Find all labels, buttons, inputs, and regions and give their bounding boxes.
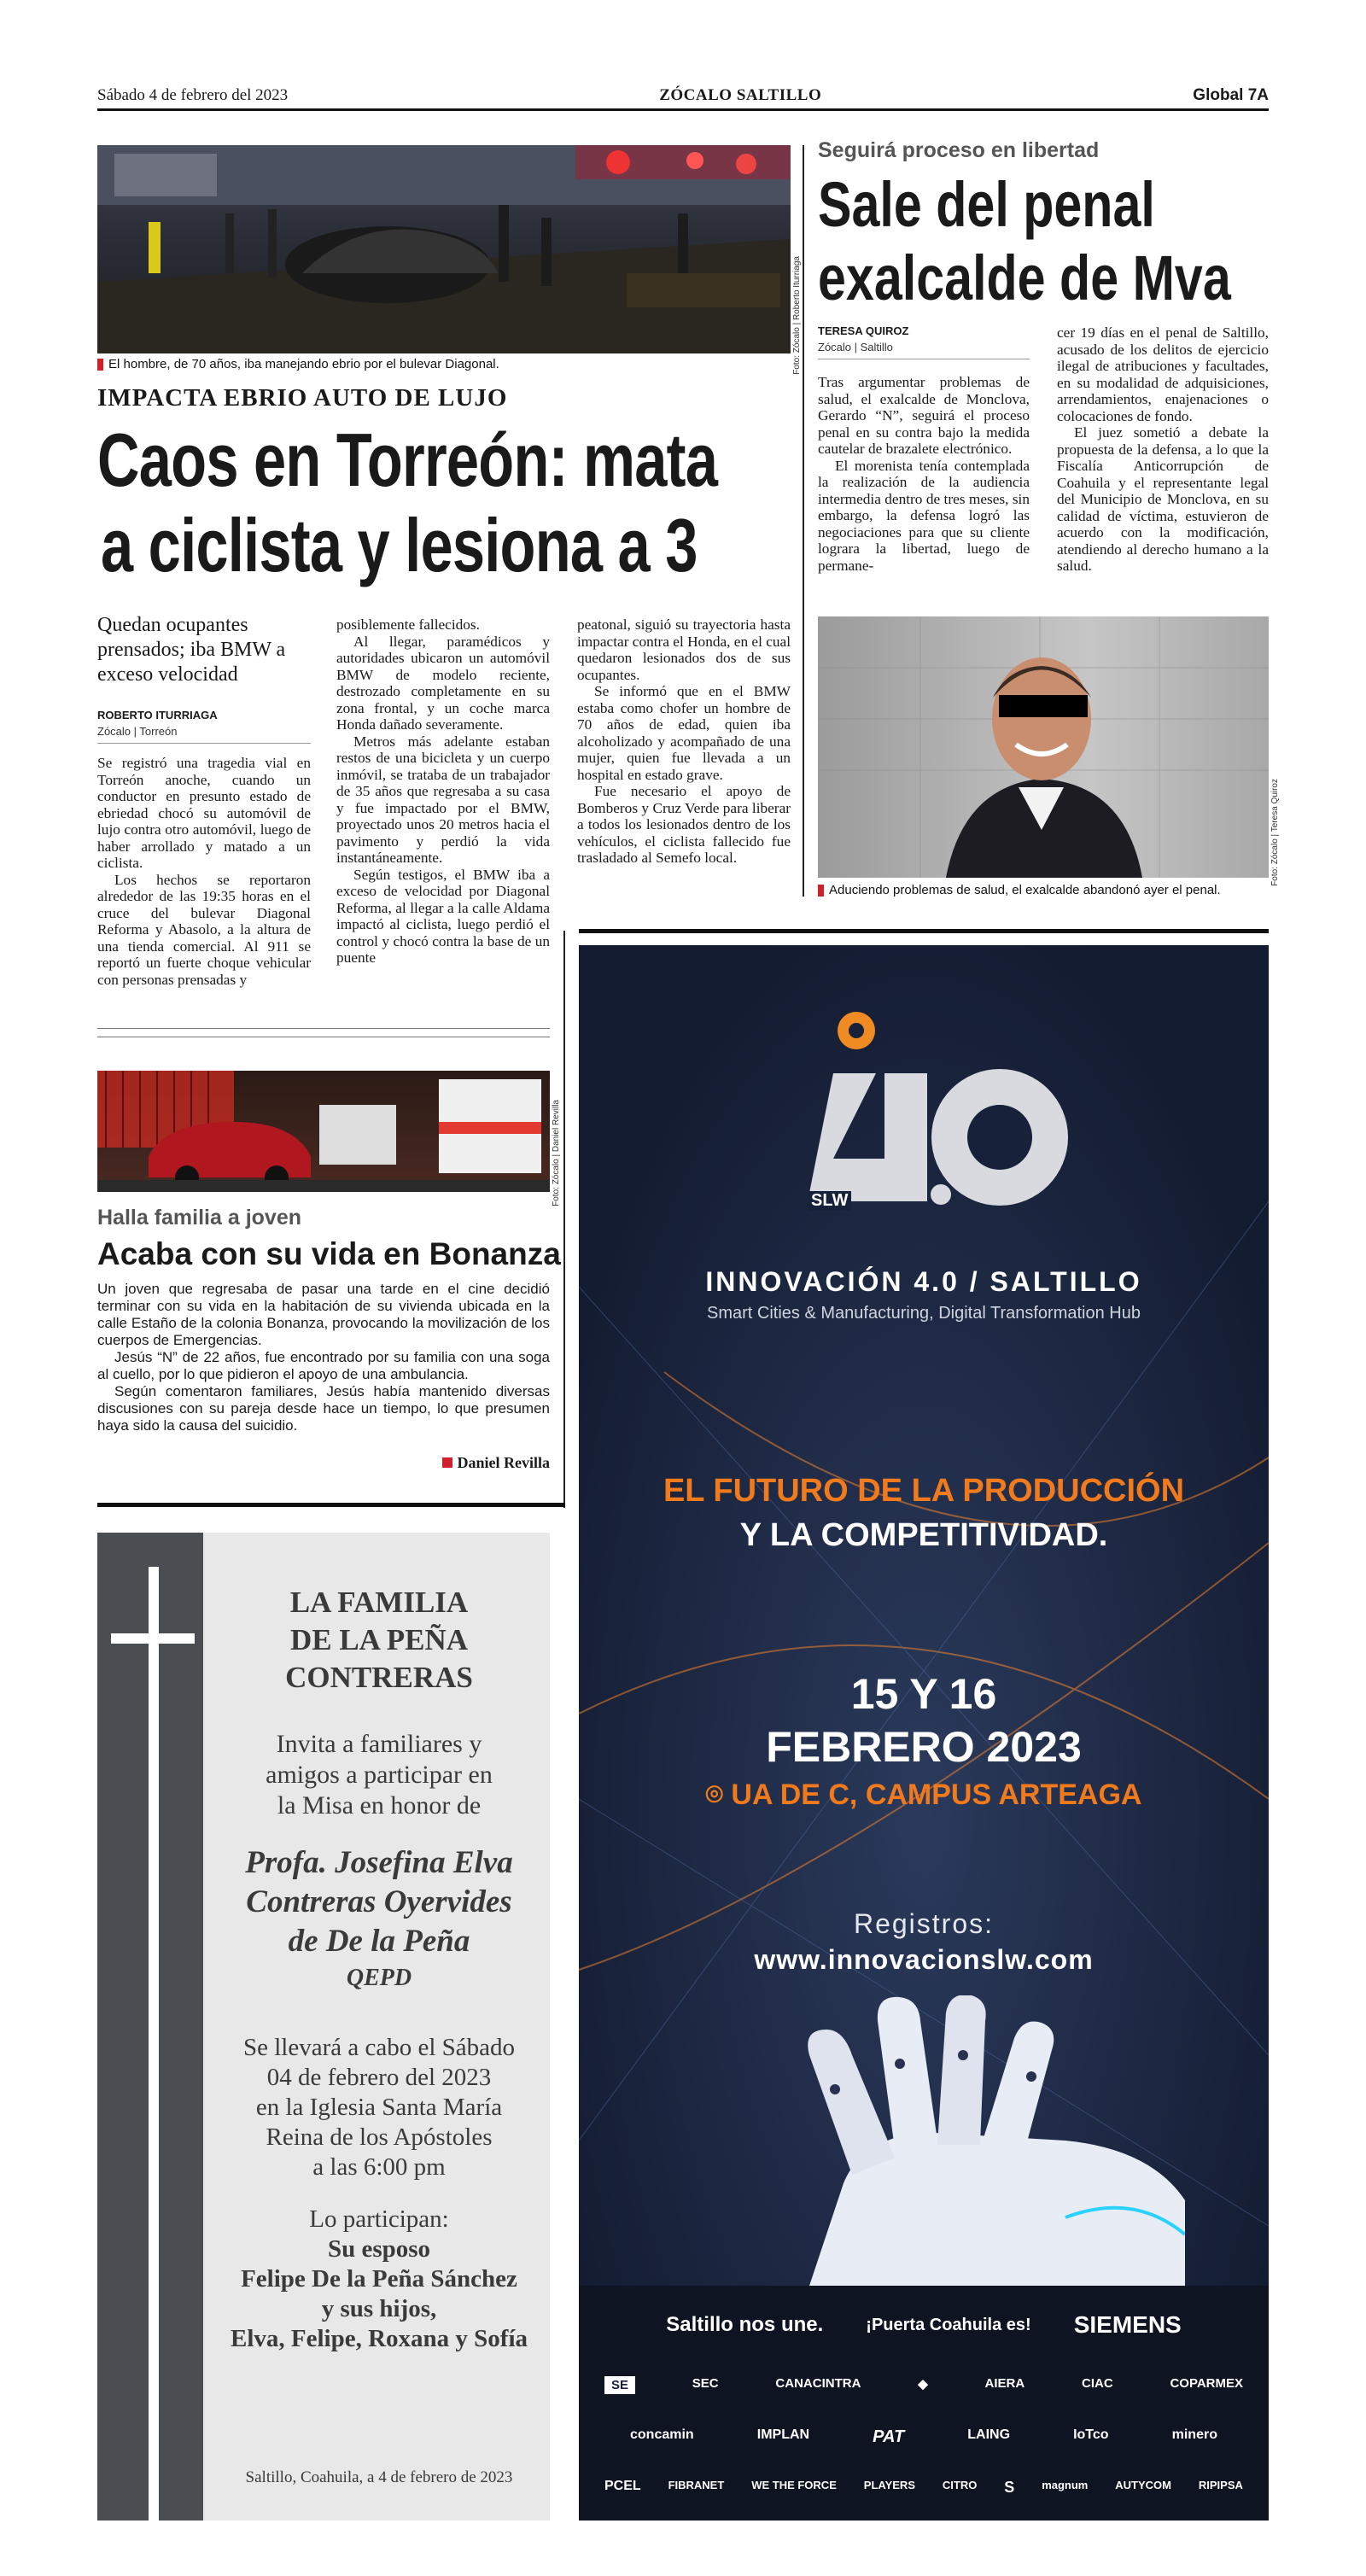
obit-invite-2: amigos a participar en	[266, 1761, 493, 1789]
torreon-col3-p2: Se informó que en el BMW estaba como chofer un hombre de 70 años de edad, quien iba alcoholizado y acompañado de una mujer, quien fue llevada a un hospital en estado grave.	[577, 683, 791, 783]
sponsor-row-top	[579, 2311, 1269, 2339]
obit-name-3: de De la Peña	[288, 1924, 470, 1959]
ad-dates-2: FEBRERO 2023	[766, 1723, 1082, 1771]
torreon-author: ROBERTO ITURRIAGA	[97, 709, 218, 721]
column-divider	[563, 931, 565, 1508]
robot-hand-graphic	[707, 1995, 1185, 2286]
sponsor-pcel: PCEL	[604, 2479, 641, 2493]
monclova-col2-p2: El juez sometió a debate la propuesta de la defensa, a lo que la Fiscalía Anticorrupción de Coahuila y el representante legal del Municipio de Monclova, en su calidad de víctima, estuvieron de acuerdo con la modificación, atendiendo al derecho humano a la salud.	[1057, 424, 1269, 574]
monclova-col1-p2: El morenista tenía contemplada la realización de la audiencia intermedia dentro de tres meses, sin embargo, la defensa logró las negociaciones para que su cliente lograra la libertad, luego de permane-	[818, 457, 1030, 574]
obit-event-4: Reina de los Apóstoles	[266, 2123, 493, 2151]
sponsor-laing: LAING	[967, 2427, 1011, 2442]
torreon-photo-caption	[97, 357, 791, 371]
sponsor-minero: minero	[1171, 2427, 1217, 2442]
torreon-byline	[97, 709, 311, 744]
header-paper-name: ZÓCALO SALTILLO	[659, 86, 822, 104]
obit-invite-1: Invita a familiares y	[276, 1730, 482, 1758]
torreon-headline-line-2: a ciclista y lesiona a 3	[101, 503, 698, 587]
cross-icon-bar	[111, 1633, 195, 1644]
sponsor-fibranet: FIBRANET	[668, 2479, 725, 2491]
obit-invite-3: la Misa en honor de	[277, 1791, 482, 1820]
torreon-col3-p3: Fue necesario el apoyo de Bomberos y Cruz Verde para liberar a todos los lesionados dentro de los vehículos, el ciclista fallecido fue trasladado al Semefo local.	[577, 783, 791, 866]
sponsor-autycom: AUTYCOM	[1115, 2479, 1171, 2491]
torreon-col2-p4: Según testigos, el BMW iba a exceso de velocidad por Diagonal Reforma, al llegar a la calle Aldama impactó al ciclista, luego perdió el control y chocó contra la base de un puente	[336, 866, 550, 966]
ad-tagline-1: EL FUTURO DE LA PRODUCCIÓN	[663, 1473, 1185, 1509]
torreon-col1-p2: Los hechos se reportaron alrededor de las 19:35 horas en el cruce del bulevar Diagonal Reforma y Abasolo, a la altura de una tienda comercial. Al 911 se reportó un fuerte choque vehicular con personas prensadas y	[97, 871, 311, 988]
sponsor-se: SE	[604, 2376, 635, 2394]
bonanza-photo	[97, 1071, 550, 1192]
ad-tagline-2: Y LA COMPETITIVIDAD.	[739, 1517, 1108, 1553]
bonanza-author: Daniel Revilla	[457, 1454, 550, 1471]
signature-marker	[442, 1457, 452, 1468]
torreon-headline-line-1: Caos en Torreón: mata	[97, 418, 718, 502]
torreon-photo-credit: Foto: Zócalo | Roberto Iturriaga	[792, 256, 802, 375]
sponsor-aiera: AIERA	[984, 2376, 1025, 2391]
monclova-photo-credit: Foto: Zócalo | Teresa Quiroz	[1270, 779, 1280, 886]
sponsor-concamin: concamin	[630, 2427, 694, 2442]
sponsor-row-1	[604, 2376, 1243, 2394]
bonanza-kicker: Halla familia a joven	[97, 1206, 301, 1230]
sponsor-iotco: IoTco	[1073, 2427, 1109, 2442]
torreon-place: Zócalo | Torreón	[97, 725, 178, 738]
caption-marker	[97, 359, 103, 371]
obit-family-2: DE LA PEÑA	[289, 1623, 469, 1656]
torreon-col2-p3: Metros más adelante estaban restos de una bicicleta y un cuerpo inmóvil, se trataba de un trabajador de 35 años que regresaba a su casa y fue impactado por el BMW, proyectado unos 20 metros hacia el pavimento y perdió la vida instantáneamente.	[336, 733, 550, 866]
obit-family-1: LA FAMILIA	[289, 1586, 469, 1619]
monclova-column-1	[818, 374, 1030, 574]
logo-slw: SLW	[808, 1191, 851, 1211]
torreon-col2-p1: posiblemente fallecidos.	[336, 616, 480, 633]
torreon-column-3	[577, 616, 791, 867]
obit-part-2: Su esposo	[327, 2235, 431, 2263]
logo-text-big	[579, 945, 580, 946]
sponsor-coahuila: ¡Puerta Coahuila es!	[866, 2315, 1031, 2334]
obit-qepd: QEPD	[346, 1965, 412, 1991]
ad-subtitle: Smart Cities & Manufacturing, Digital Transformation Hub	[707, 1304, 1141, 1323]
torreon-kicker: IMPACTA EBRIO AUTO DE LUJO	[97, 384, 508, 412]
monclova-col2-p1: cer 19 días en el penal de Saltillo, acusado de los delitos de ejercicio ilegal de atribuciones y facultades, en su modalidad de adquisiciones, arrendamientos, enajenaciones o colocaciones de fondo.	[1057, 324, 1269, 424]
ad-registration-label: Registros:	[853, 1908, 995, 1939]
section-rule	[97, 1028, 550, 1029]
sponsor-pat: PAT	[873, 2427, 905, 2446]
ad-venue	[579, 1779, 1269, 1812]
monclova-byline	[818, 324, 1030, 359]
obit-event-3: en la Iglesia Santa María	[255, 2094, 503, 2121]
monclova-column-2	[1057, 324, 1269, 575]
bonanza-headline: Acaba con su vida en Bonanza	[97, 1236, 561, 1271]
obit-name-2: Contreras Oyervides	[246, 1884, 512, 1919]
sponsor-sec: SEC	[692, 2376, 719, 2391]
sponsor-implan: IMPLAN	[756, 2427, 810, 2442]
bonanza-p3: Según comentaron familiares, Jesús había mantenido diversas discusiones con su pareja desde hace un tiempo, lo que presumen haya sido la causa del suicidio.	[97, 1383, 550, 1434]
obit-event-1: Se llevará a cabo el Sábado	[242, 2034, 516, 2061]
caption-marker	[818, 885, 824, 897]
sponsor-players: PLAYERS	[863, 2479, 915, 2491]
sponsor-siemens: SIEMENS	[1073, 2311, 1182, 2338]
monclova-kicker: Seguirá proceso en libertad	[818, 138, 1100, 162]
torreon-col1-p1: Se registró una tragedia vial en Torreón anoche, cuando un conductor en presunto estado de ebriedad chocó su automóvil de lujo contra otro automóvil, luego de haber arrollado y matado a un ciclista.	[97, 755, 311, 871]
obit-signoff: Saltillo, Coahuila, a 4 de febrero de 2023	[245, 2468, 513, 2486]
sponsor-wetheforce: WE THE FORCE	[751, 2479, 837, 2491]
ad-dates-1: 15 Y 16	[850, 1670, 997, 1718]
monclova-photo-caption	[818, 883, 1269, 897]
sponsor-s: S	[1004, 2479, 1015, 2496]
obit-part-3: Felipe De la Peña Sánchez	[241, 2265, 517, 2293]
obituary-text	[208, 1584, 550, 2354]
column-divider	[803, 145, 804, 897]
cross-icon	[149, 1567, 159, 2521]
obit-part-5: Elva, Felipe, Roxana y Sofía	[230, 2325, 528, 2352]
monclova-col1-p1: Tras argumentar problemas de salud, el exalcalde de Monclova, Gerardo “N”, seguirá el proceso penal en su contra bajo la medida cautelar de brazalete electrónico.	[818, 374, 1030, 457]
header-section: Global 7A	[1193, 86, 1269, 104]
ad-venue-text: UA DE C, CAMPUS ARTEAGA	[731, 1779, 1142, 1811]
monclova-place: Zócalo | Saltillo	[818, 341, 893, 353]
location-pin-icon: ⌾	[705, 1779, 732, 1811]
sponsor-coparmex: COPARMEX	[1170, 2376, 1243, 2391]
innovation-ad	[579, 945, 1269, 2521]
bonanza-body	[97, 1281, 550, 1434]
sponsor-ripipsa: RIPIPSA	[1198, 2479, 1243, 2491]
sponsor-canacintra: CANACINTRA	[775, 2376, 861, 2391]
section-rule	[97, 1503, 565, 1507]
caption-text: Aduciendo problemas de salud, el exalcalde abandonó ayer el penal.	[829, 883, 1221, 897]
torreon-column-2	[336, 616, 550, 967]
torreon-deck: Quedan ocupantes prensados; iba BMW a exceso velocidad	[97, 614, 286, 686]
obit-part-4: y sus hijos,	[321, 2295, 437, 2322]
section-rule	[579, 929, 1269, 933]
obit-family-3: CONTRERAS	[285, 1661, 473, 1694]
bonanza-photo-credit: Foto: Zócalo | Daniel Revilla	[552, 1100, 561, 1206]
sponsor-row-3	[604, 2479, 1243, 2497]
page-header	[97, 84, 1269, 111]
bonanza-p2: Jesús “N” de 22 años, fue encontrado por su familia con una soga al cuello, por lo que pidieron el apoyo de una ambulancia.	[97, 1349, 550, 1382]
header-date: Sábado 4 de febrero del 2023	[97, 86, 289, 104]
bonanza-p1: Un joven que regresaba de pasar una tarde en el cine decidió terminar con su vida en la habitación de su vivienda ubicada en la calle Estaño de la colonia Bonanza, provocando la movilización de los cuerpos de Emergencias.	[97, 1281, 550, 1348]
obit-name-1: Profa. Josefina Elva	[245, 1845, 513, 1880]
ad-title: INNOVACIÓN 4.0 / SALTILLO	[705, 1266, 1142, 1297]
sponsor-citro: CITRO	[942, 2479, 978, 2491]
monclova-photo	[818, 616, 1269, 878]
caption-text: El hombre, de 70 años, iba manejando ebrio por el bulevar Diagonal.	[108, 357, 499, 371]
monclova-author: TERESA QUIROZ	[818, 324, 909, 337]
sponsor-saltillo: Saltillo nos une.	[666, 2313, 824, 2336]
sponsor-ciac: CIAC	[1081, 2376, 1113, 2391]
torreon-col2-p2: Al llegar, paramédicos y autoridades ubicaron un automóvil BMW de modelo reciente, destrozado completamente en su zona frontal, y un coche marca Honda dañado severamente.	[336, 633, 550, 733]
bonanza-signature	[384, 1454, 550, 1472]
torreon-column-1	[97, 755, 311, 988]
obituary-notice	[97, 1533, 550, 2521]
sponsor-magnum: magnum	[1042, 2479, 1089, 2491]
obit-event-5: a las 6:00 pm	[312, 2153, 446, 2181]
torreon-photo	[97, 145, 791, 353]
ad-registration-url[interactable]: www.innovacionslw.com	[754, 1944, 1094, 1975]
monclova-headline-line-2: exalcalde de Mva	[818, 242, 1231, 313]
obit-event-2: 04 de febrero del 2023	[266, 2064, 492, 2091]
torreon-col3-p1: peatonal, siguió su trayectoria hasta impactar contra el Honda, en el cual quedaron lesionados dos de sus ocupantes.	[577, 616, 791, 683]
monclova-headline-line-1: Sale del penal	[818, 169, 1155, 240]
sponsor-row-2	[630, 2427, 1217, 2447]
sponsor-logo: ◆	[918, 2377, 928, 2392]
obit-part-1: Lo participan:	[309, 2205, 449, 2233]
